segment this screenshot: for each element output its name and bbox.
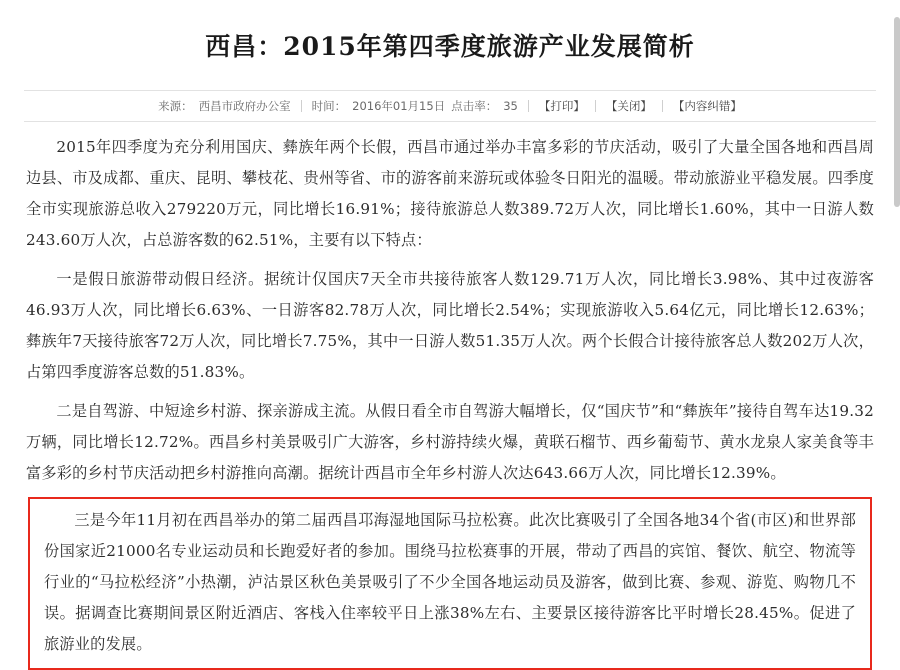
meta-divider (301, 100, 302, 112)
time-value: 2016年01月15日 (352, 99, 446, 113)
hits-label: 点击率： (451, 99, 498, 113)
content-correction-button[interactable]: 【内容纠错】 (672, 99, 742, 113)
article-meta-bar (24, 90, 876, 122)
highlight-annotation-box (28, 497, 872, 670)
meta-divider-3 (595, 100, 596, 112)
meta-divider-4 (662, 100, 663, 112)
scrollbar-thumb[interactable] (894, 17, 900, 207)
time-label: 时间： (311, 99, 347, 113)
paragraph-1: 2015年四季度为充分利用国庆、彝族年两个长假，西昌市通过举办丰富多彩的节庆活动，吸引了大量全国各地和西昌周边县、市及成都、重庆、昆明、攀枝花、贵州等省、市的游客前来游玩或体验冬日阳光的温暖。带动旅游业平稳发展。四季度全市实现旅游总收入279220万元，同比增长16.91%；接待旅游总人数389.72万人次，同比增长1.60%，其中一日游人数243.60万人次，占总游客数的62.51%，主要有以下特点： (26, 138, 874, 249)
paragraph-3: 二是自驾游、中短途乡村游、探亲游成主流。从假日看全市自驾游大幅增长，仅“国庆节”和“彝族年”接待自驾车达19.32万辆，同比增长12.72%。西昌乡村美景吸引广大游客，乡村游持续火爆，黄联石榴节、西乡葡萄节、黄水龙泉人家美食等丰富多彩的乡村节庆活动把乡村游推向高潮。据统计西昌市全年乡村游人次达643.66万人次，同比增长12.39%。 (26, 402, 874, 482)
page-scrollbar[interactable] (894, 17, 900, 517)
article-meta (24, 98, 876, 114)
source-label: 来源： (158, 99, 193, 113)
close-button[interactable]: 【关闭】 (605, 99, 652, 113)
paragraph-2: 一是假日旅游带动假日经济。据统计仅国庆7天全市共接待旅客人数129.71万人次，同比增长3.98%、其中过夜游客46.93万人次，同比增长6.63%、一日游客82.78万人次，同比增长2.54%；实现旅游收入5.64亿元，同比增长12.63%；彝族年7天接待旅客72万人次，同比增长7.75%，其中一日游人数51.35万人次。两个长假合计接待旅客总人数202万人次，占第四季度游客总数的51.83%。 (26, 270, 874, 381)
paragraph-4-highlighted: 三是今年11月初在西昌举办的第二届西昌邛海湿地国际马拉松赛。此次比赛吸引了全国各地34个省(市区)和世界部份国家近21000名专业运动员和长跑爱好者的参加。围绕马拉松赛事的开展，带动了西昌的宾馆、餐饮、航空、物流等行业的“马拉松经济”小热潮，泸沽景区秋色美景吸引了不少全国各地运动员及游客，做到比赛、参观、游览、购物几不误。据调查比赛期间景区附近酒店、客栈入住率较平日上涨38%左右、主要景区接待游客比平时增长28.45%。促进了旅游业的发展。 (44, 511, 856, 653)
print-button[interactable]: 【打印】 (538, 99, 585, 113)
hits-value: 35 (503, 99, 518, 113)
meta-divider-2 (528, 100, 529, 112)
article-page (0, 17, 900, 653)
article-body (0, 122, 900, 670)
page-title: 西昌：2015年第四季度旅游产业发展简析 (205, 31, 695, 61)
source-value: 西昌市政府办公室 (198, 99, 291, 113)
